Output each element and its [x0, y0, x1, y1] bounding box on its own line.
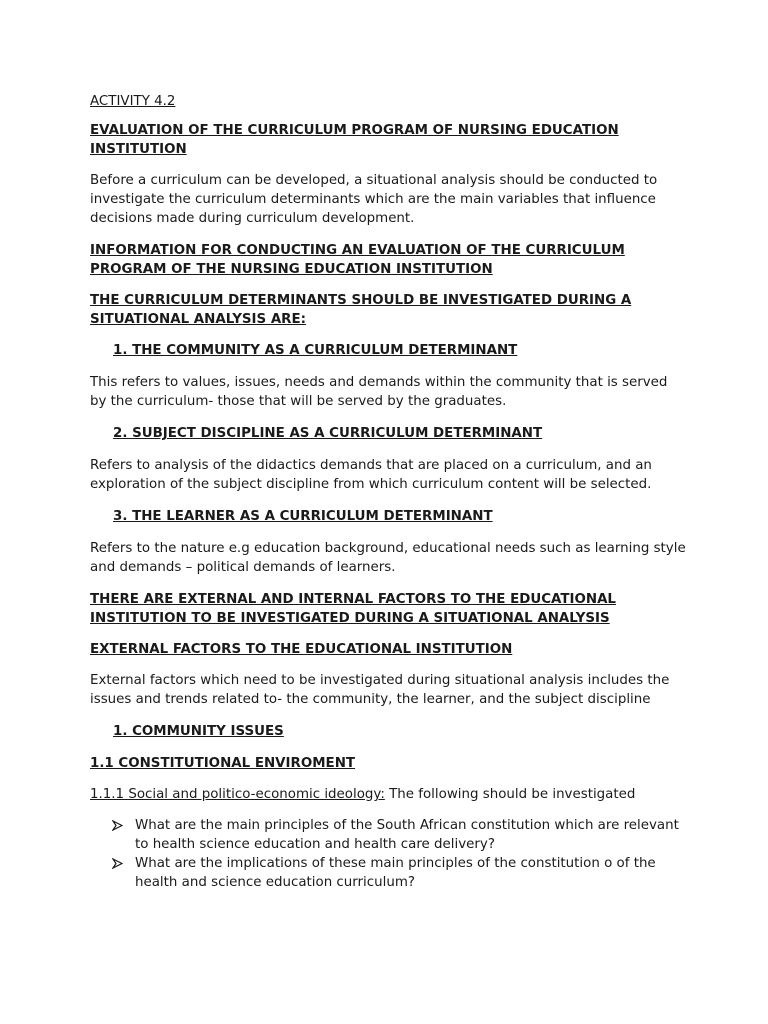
- bullet-list: [90, 816, 688, 892]
- determinant-heading-3: 3. THE LEARNER AS A CURRICULUM DETERMINANT: [113, 509, 493, 524]
- determinant-text-1: This refers to values, issues, needs and demands within the community that is served by the curriculum- those that will be served by the graduates.: [90, 375, 668, 409]
- arrowhead-bullet-icon: [112, 858, 123, 869]
- heading-determinants: THE CURRICULUM DETERMINANTS SHOULD BE INVESTIGATED DURING A SITUATIONAL ANALYSIS ARE:: [90, 293, 632, 327]
- determinant-heading-1: 1. THE COMMUNITY AS A CURRICULUM DETERMINANT: [113, 343, 518, 358]
- heading-evaluation: EVALUATION OF THE CURRICULUM PROGRAM OF NURSING EDUCATION INSTITUTION: [90, 123, 619, 157]
- determinant-text-2: Refers to analysis of the didactics demands that are placed on a curriculum, and an exploration of the subject discipline from which curriculum content will be selected.: [90, 458, 652, 492]
- external-paragraph: External factors which need to be investigated during situational analysis includes the issues and trends related to- the community, the learner, and the subject discipline: [90, 673, 670, 707]
- determinant-text-3: Refers to the nature e.g education background, educational needs such as learning style and demands – political demands of learners.: [90, 541, 686, 575]
- bullet-text: What are the main principles of the South African constitution which are relevant to health science education and health care delivery?: [135, 818, 679, 852]
- subsection-line: [90, 785, 688, 804]
- subsection-label: 1.1.1 Social and politico-economic ideology:: [90, 787, 385, 802]
- heading-community-issues: 1. COMMUNITY ISSUES: [113, 724, 284, 739]
- intro-paragraph: Before a curriculum can be developed, a situational analysis should be conducted to investigate the curriculum determinants which are the main variables that influence decisions made during curriculum development.: [90, 173, 658, 226]
- list-item: [112, 816, 688, 854]
- list-item: [112, 854, 688, 892]
- activity-title: ACTIVITY 4.2: [90, 94, 176, 109]
- determinant-heading-2: 2. SUBJECT DISCIPLINE AS A CURRICULUM DETERMINANT: [113, 426, 543, 441]
- subsection-text: The following should be investigated: [384, 787, 636, 802]
- arrowhead-bullet-icon: [112, 820, 123, 831]
- heading-information: INFORMATION FOR CONDUCTING AN EVALUATION OF THE CURRICULUM PROGRAM OF THE NURSING EDUCATION INSTITUTION: [90, 243, 625, 277]
- bullet-text: What are the implications of these main principles of the constitution o of the health and science education curriculum?: [135, 856, 656, 890]
- heading-external: EXTERNAL FACTORS TO THE EDUCATIONAL INSTITUTION: [90, 642, 513, 657]
- heading-constitutional: 1.1 CONSTITUTIONAL ENVIROMENT: [90, 756, 356, 771]
- heading-factors: THERE ARE EXTERNAL AND INTERNAL FACTORS TO THE EDUCATIONAL INSTITUTION TO BE INVESTIGATED DURING A SITUATIONAL ANALYSIS: [90, 592, 616, 626]
